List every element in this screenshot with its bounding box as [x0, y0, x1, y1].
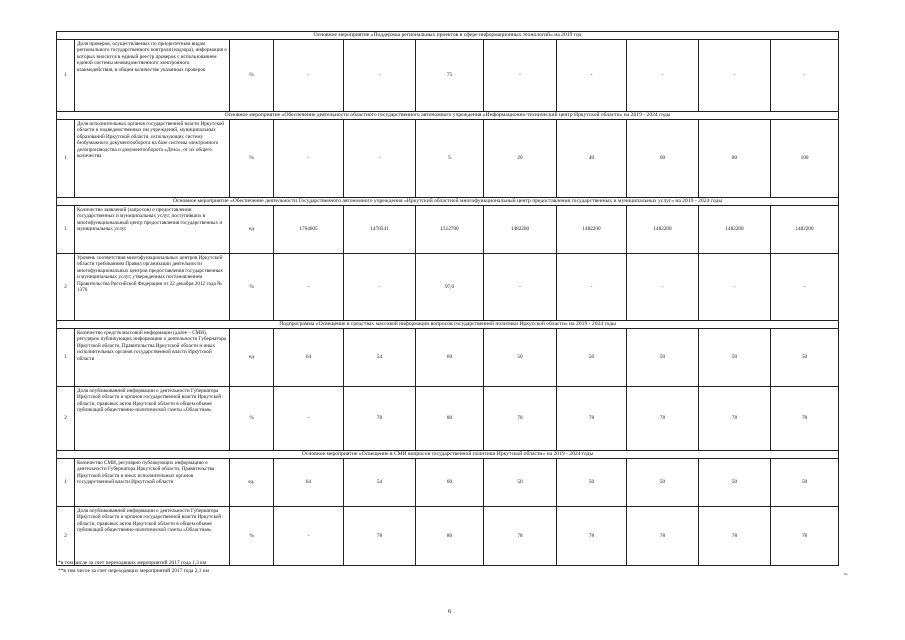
row-number-cell: 1 [57, 120, 75, 198]
value-cell: 1478541 [344, 206, 416, 254]
value-cell: 78 [557, 507, 627, 566]
indicator-name-cell: Количество заявлений (запросов) о предоставлении государственных и муниципальных услуг, поступивших в многофункциональный центр предоставления государственных и муниципальных услуг [75, 206, 230, 254]
value-cell: - [699, 254, 771, 321]
indicator-row [57, 459, 839, 507]
unit-cell: % [230, 387, 274, 451]
value-cell: 80 [699, 120, 771, 198]
value-cell: 97,6 [416, 254, 484, 321]
indicator-row [57, 120, 839, 198]
value-cell: 80 [416, 507, 484, 566]
section-title: Основное мероприятие «Поддержка региональных проектов в сфере информационных технологий» на 2019 год [57, 32, 839, 40]
indicator-table [56, 31, 839, 566]
value-cell: 20 [484, 120, 557, 198]
value-cell: 50 [557, 329, 627, 387]
value-cell: 60 [627, 120, 699, 198]
unit-cell: ед. [230, 459, 274, 507]
indicator-row [57, 254, 839, 321]
row-number-cell: 1 [57, 40, 75, 112]
value-cell: 78 [627, 507, 699, 566]
indicator-row [57, 507, 839, 566]
value-cell: - [771, 254, 839, 321]
value-cell: 64 [274, 459, 344, 507]
value-cell: - [557, 254, 627, 321]
value-cell: 50 [699, 329, 771, 387]
value-cell: - [344, 254, 416, 321]
indicator-row [57, 387, 839, 451]
indicator-name-cell: Доля исполнительных органов государственной власти Иркутской области и подведомственных им учреждений, муниципальных образований Иркутской области, использующих систему безбумажного документооборота на базе системы электронного делопроизводства и документооборота «Дело», от их общего количества [75, 120, 230, 198]
value-cell: 78 [484, 387, 557, 451]
section-title: Основное мероприятие «Обеспечение деятельности Государственного автономного учреждения «Иркутский областной многофункциональный центр предоставления государственных и муниципальных услуг» на 2019 - 2024 годы [57, 198, 839, 206]
value-cell: 78 [699, 507, 771, 566]
indicator-row [57, 206, 839, 254]
page-number: 6 [448, 608, 452, 615]
section-title: Основное мероприятие «Обеспечение деятельности областного государственного автономного учреждения «Информационно-технический центр Иркутской области» на 2019 - 2024 годы [57, 112, 839, 120]
value-cell: 1482200 [484, 206, 557, 254]
indicator-table-body [57, 32, 839, 566]
value-cell: - [627, 40, 699, 112]
value-cell: - [274, 120, 344, 198]
value-cell: - [274, 387, 344, 451]
value-cell: 100 [771, 120, 839, 198]
value-cell: 1482200 [771, 206, 839, 254]
value-cell: 78 [771, 507, 839, 566]
value-cell: 80 [416, 387, 484, 451]
value-cell: 78 [771, 387, 839, 451]
value-cell: 5 [416, 120, 484, 198]
indicator-name-cell: Уровень соответствия многофункциональных центров Иркутской области требованиям Правил организации деятельности многофункциональных центров предоставления государственных и муниципальных услуг, утвержденных постановлением Правительства Российской Федерации от 22 декабря 2012 года № 1376 [75, 254, 230, 321]
value-cell: - [274, 254, 344, 321]
indicator-name-cell: Доля опубликованной информации о деятельности Губернатора Иркутской области и органов государственной власти Иркутской области, правовых актов Иркутской области в общем объеме публикаций общественно-политической газеты «Областная» [75, 507, 230, 566]
unit-cell: ед [230, 206, 274, 254]
value-cell: 50 [627, 459, 699, 507]
value-cell: - [699, 40, 771, 112]
section-title: Основное мероприятие «Освещение в СМИ вопросов государственной политики Иркутской области» на 2019 - 2024 годы [57, 451, 839, 459]
value-cell: 50 [771, 459, 839, 507]
value-cell: 1482200 [627, 206, 699, 254]
indicator-name-cell: Доля проверок, осуществляемых по приоритетным видам регионального государственного контроля (надзора), информация о которых вносится в единый реестр проверок с использованием единой системы межведомственного электронного взаимодействия, в общем количестве указанных проверок [75, 40, 230, 112]
unit-cell: ед [230, 329, 274, 387]
value-cell: 50 [484, 459, 557, 507]
value-cell: 60 [416, 459, 484, 507]
row-number-cell: 1 [57, 329, 75, 387]
value-cell: - [344, 120, 416, 198]
row-number-cell: 1 [57, 459, 75, 507]
indicator-name-cell: Доля опубликованной информации о деятельности Губернатора Иркутской области и органов государственной власти Иркутской области, правовых актов Иркутской области в общем объеме публикаций общественно-политической газеты «Областная» [75, 387, 230, 451]
indicator-row [57, 329, 839, 387]
value-cell: - [484, 40, 557, 112]
value-cell: 50 [484, 329, 557, 387]
indicator-name-cell: Количество СМИ, регулярно публикующих информацию о деятельности Губернатора Иркутской области, Правительства Иркутской области и иных исполнительных органов государственной власти Иркутской области [75, 459, 230, 507]
section-header-row [57, 451, 839, 459]
value-cell: 78 [557, 387, 627, 451]
unit-cell: % [230, 40, 274, 112]
section-title: Подпрограмма «Освещение в средствах массовой информации вопросов государственной политики Иркутской области» на 2019 - 2024 годы [57, 321, 839, 329]
value-cell: - [771, 40, 839, 112]
unit-cell: % [230, 507, 274, 566]
row-number-cell: 2 [57, 387, 75, 451]
section-header-row [57, 321, 839, 329]
value-cell: 50 [699, 459, 771, 507]
value-cell: 54 [344, 459, 416, 507]
value-cell: - [627, 254, 699, 321]
closing-quote-mark: ». [844, 571, 849, 577]
value-cell: - [274, 40, 344, 112]
value-cell: 1764605 [274, 206, 344, 254]
value-cell: 50 [557, 459, 627, 507]
value-cell: - [557, 40, 627, 112]
value-cell: 78 [699, 387, 771, 451]
row-number-cell: 1 [57, 206, 75, 254]
indicator-row [57, 40, 839, 112]
value-cell: 54 [344, 329, 416, 387]
value-cell: - [484, 254, 557, 321]
value-cell: 78 [344, 387, 416, 451]
value-cell: 50 [771, 329, 839, 387]
value-cell: 78 [484, 507, 557, 566]
value-cell: 60 [416, 329, 484, 387]
value-cell: 1512780 [416, 206, 484, 254]
unit-cell: % [230, 120, 274, 198]
value-cell: 1482200 [557, 206, 627, 254]
value-cell: 50 [627, 329, 699, 387]
indicator-name-cell: Количество средств массовой информации (далее – СМИ), регулярно публикующих информацию о деятельности Губернатора Иркутской области, Правительства Иркутской области и иных исполнительных органов государственной власти Иркутской области [75, 329, 230, 387]
section-header-row [57, 198, 839, 206]
row-number-cell: 2 [57, 507, 75, 566]
footnote-1: *в том числе за счет переходящих мероприятий 2017 года 1,3 км [58, 560, 207, 566]
footnote-2: **в том числе за счет переходящих мероприятий 2017 года 2,1 км [58, 568, 209, 574]
value-cell: 64 [274, 329, 344, 387]
value-cell: - [274, 507, 344, 566]
value-cell: - [344, 40, 416, 112]
indicator-table-container [56, 31, 838, 566]
section-header-row [57, 32, 839, 40]
value-cell: 78 [344, 507, 416, 566]
section-header-row [57, 112, 839, 120]
value-cell: 40 [557, 120, 627, 198]
value-cell: 78 [627, 387, 699, 451]
row-number-cell: 2 [57, 254, 75, 321]
value-cell: 75 [416, 40, 484, 112]
value-cell: 1482200 [699, 206, 771, 254]
unit-cell: % [230, 254, 274, 321]
